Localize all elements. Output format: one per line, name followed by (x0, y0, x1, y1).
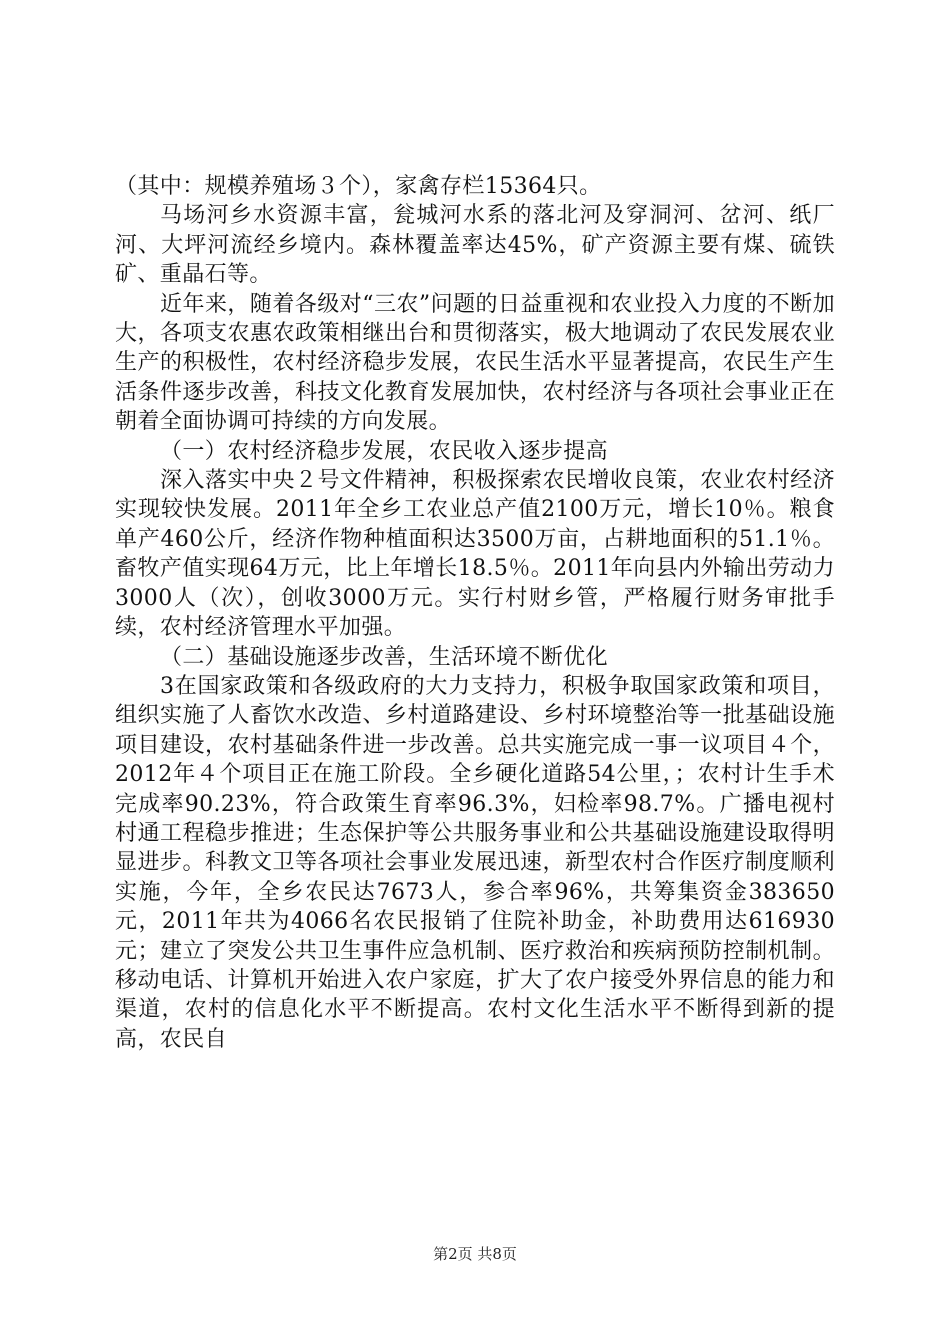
section-heading-economy: （一）农村经济稳步发展，农民收入逐步提高 (160, 438, 609, 464)
section-heading-infrastructure: （二）基础设施逐步改善，生活环境不断优化 (160, 644, 609, 670)
document-body (115, 172, 835, 1054)
paragraph-livestock-continued: （其中：规模养殖场３个），家禽存栏15364只。 (115, 174, 602, 199)
paragraph-rural-development: 近年来，随着各级对“三农”问题的日益重视和农业投入力度的不断加大，各项支农惠农政策相继出台和贯彻落实，极大地调动了农民发展农业生产的积极性，农村经济稳步发展，农民生活水平显著提高，农民生产生活条件逐步改善，科技文化教育发展加快，农村经济与各项社会事业正在朝着全面协调可持续的方向发展。 (115, 291, 835, 435)
paragraph-infrastructure: 3在国家政策和各级政府的大力支持力，积极争取国家政策和项目，组织实施了人畜饮水改造、乡村道路建设、乡村环境整治等一批基础设施项目建设，农村基础条件进一步改善。总共实施完成一事一议项目４个，2012年４个项目正在施工阶段。全乡硬化道路54公里，；农村计生手术完成率90.23%，符合政策生育率96.3%，妇检率98.7%。广播电视村村通工程稳步推进；生态保护等公共服务事业和公共基础设施建设取得明显进步。科教文卫等各项社会事业发展迅速，新型农村合作医疗制度顺利实施，今年，全乡农民达7673人，参合率96%，共筹集资金383650元，2011年共为4066名农民报销了住院补助金，补助费用达616930元；建立了突发公共卫生事件应急机制、医疗救治和疾病预防控制机制。移动电话、计算机开始进入农户家庭，扩大了农户接受外界信息的能力和渠道，农村的信息化水平不断提高。农村文化生活水平不断得到新的提高，农民自 (115, 673, 835, 1052)
paragraph-water-resources: 马场河乡水资源丰富，瓮城河水系的落北河及穿洞河、岔河、纸厂河、大坪河流经乡境内。森林覆盖率达45%，矿产资源主要有煤、硫铁矿、重晶石等。 (115, 203, 835, 288)
paragraph-economy: 深入落实中央２号文件精神，积极探索农民增收良策，农业农村经济实现较快发展。2011年全乡工农业总产值2100万元，增长10％。粮食单产460公斤，经济作物种植面积达3500万亩，占耕地面积的51.1％。畜牧产值实现64万元，比上年增长18.5％。2011年向县内外输出劳动力3000人（次），创收3000万元。实行村财乡管，严格履行财务审批手续，农村经济管理水平加强。 (115, 468, 835, 641)
page-number-footer: 第2页 共8页 (433, 1245, 517, 1263)
